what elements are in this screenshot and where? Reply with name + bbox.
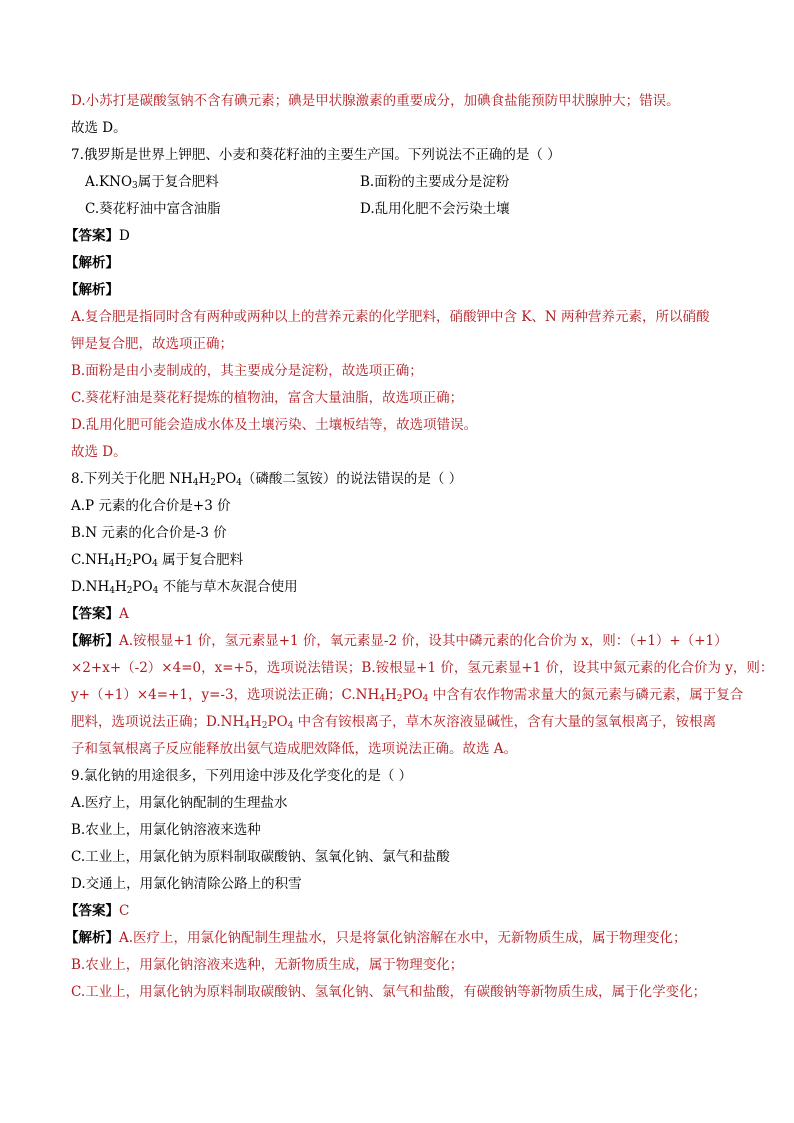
q9-explanation-3: C.工业上，用氯化钠为原料制取碳酸钠、氢氧化钠、氯气和盐酸，有碳酸钠等新物质生成，属于化学变化； [71,984,707,1000]
q9-option-a: A.医疗上，用氯化钠配制的生理盐水 [71,795,288,811]
q7-stem: 7.俄罗斯是世界上钾肥、小麦和葵花籽油的主要生产国。下列说法不正确的是（ ） [71,147,561,163]
document-page [65,88,774,1006]
q7-answer-value: D [119,228,130,244]
q8-explanation-3: y+（+1）×4=+1，y=-3，选项说法正确；$C.NH_4H_2PO_4$ 中含有农作物需求量大的氮元素与磷元素，属于复合 [71,687,744,704]
q8-option-d: $D.NH_4H_2PO_4$ 不能与草木灰混合使用 [71,579,298,596]
q8-answer: 【答案】A [65,606,129,622]
q9-option-d: D.交通上，用氯化钠清除公路上的积雪 [71,876,302,892]
q8-stem: 8.下列关于化肥 $NH_4H_2PO_4$（磷酸二氢铵）的说法错误的是（ ） [71,471,463,488]
q7-answer [65,223,731,250]
q7-option-d: D.乱用化肥不会污染土壤 [360,201,510,217]
q7-explanation-c: C.葵花籽油是葵花籽提炼的植物油，富含大量油脂，故选项正确； [71,390,464,406]
q6-conclusion: 故选 D。 [71,120,127,136]
q8-answer-value: A [119,606,129,622]
q8-option-b: B.N 元素的化合价是-3 价 [71,525,227,541]
answer-tag: 【答案】 [65,228,119,244]
q7-explanation-a-1: A.复合肥是指同时含有两种或两种以上的营养元素的化学肥料，硝酸钾中含 K、N 两种营养元素，所以硝酸 [71,309,710,325]
q9-answer-value: C [119,903,130,919]
q8-explanation-2: ×2+x+（-2）×4=0，x=+5，选项说法错误；B.铵根显+1 价，氢元素显+1 价，设其中氮元素的化合价为 y，则： [71,660,774,676]
q8-option-a: A.P 元素的化合价是+3 价 [71,498,231,514]
q7-conclusion: 故选 D。 [71,444,127,460]
q7-option-c: C.葵花籽油中富含油脂 [85,201,221,217]
q8-option-c: $C.NH_4H_2PO_4$ 属于复合肥料 [71,552,244,569]
q6-explanation-d: D.小苏打是碳酸氢钠不含有碘元素；碘是甲状腺激素的重要成分，加碘食盐能预防甲状腺肿大；错误。 [71,93,680,109]
q7-option-a: $A.KNO_3$属于复合肥料 [85,174,219,191]
q7-analysis-tag-2: 【解析】 [65,282,119,298]
q9-explanation-1: 【解析】A.医疗上，用氯化钠配制生理盐水，只是将氯化钠溶解在水中，无新物质生成，属于物理变化； [65,930,687,946]
q8-explanation-1: 【解析】A.铵根显+1 价，氢元素显+1 价，氧元素显-2 价，设其中磷元素的化合价为 x，则：（+1）+（+1） [65,633,728,649]
q7-analysis-tag-1: 【解析】 [65,255,119,271]
q9-option-c: C.工业上，用氯化钠为原料制取碳酸钠、氢氧化钠、氯气和盐酸 [71,849,450,865]
q7-explanation-b: B.面粉是由小麦制成的，其主要成分是淀粉，故选项正确； [71,363,423,379]
q9-stem: 9.氯化钠的用途很多，下列用途中涉及化学变化的是（ ） [71,768,413,784]
q7-explanation-d: D.乱用化肥可能会造成水体及土壤污染、土壤板结等，故选项错误。 [71,417,478,433]
q8-explanation-4: 肥料，选项说法正确；$D.NH_4H_2PO_4$ 中含有铵根离子，草木灰溶液显碱性，含有大量的氢氧根离子，铵根离 [71,714,717,731]
q8-explanation-5: 子和氢氧根离子反应能释放出氨气造成肥效降低，选项说法正确。故选 A。 [71,741,518,757]
q9-option-b: B.农业上，用氯化钠溶液来选种 [71,822,261,838]
q7-option-b: B.面粉的主要成分是淀粉 [360,174,510,190]
q7-options-row-2 [71,196,731,223]
q7-options-row-1 [71,169,731,196]
q9-explanation-2: B.农业上，用氯化钠溶液来选种，无新物质生成，属于物理变化； [71,957,464,973]
q7-explanation-a-2: 钾是复合肥，故选项正确； [71,336,233,352]
q9-answer: 【答案】C [65,903,130,919]
